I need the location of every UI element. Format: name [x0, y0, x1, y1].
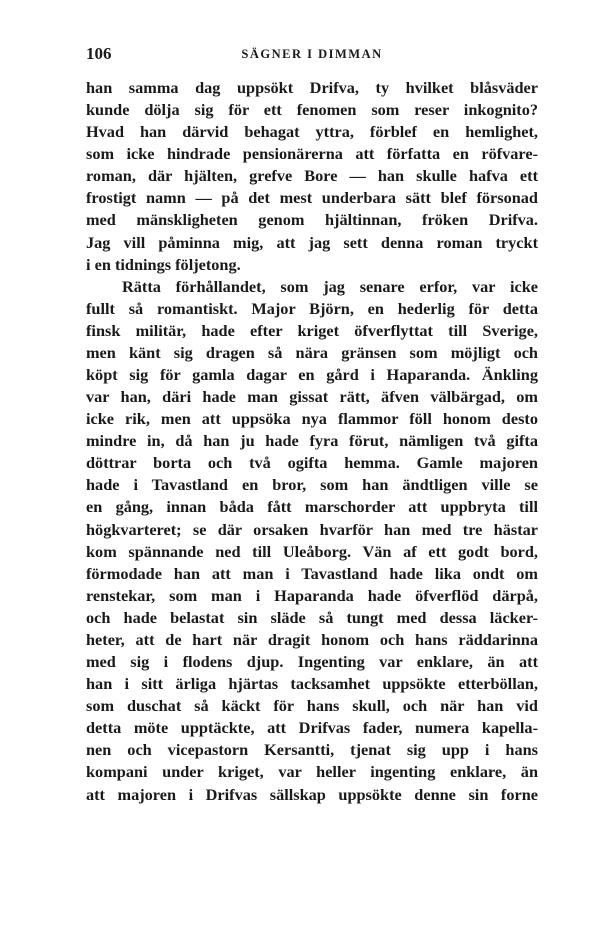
text-line: med sig i flodens djup. Ingenting var enklare, än att [86, 652, 538, 672]
text-line: renstekar, som man i Haparanda hade öfverflöd därpå, [86, 585, 538, 605]
text-line: frostigt namn — på det mest underbara sätt blef försonad [86, 188, 538, 208]
text-line: heter, att de hart när dragit honom och hans räddarinna [86, 629, 538, 649]
text-line: kunde dölja sig för ett fenomen som reser inkognito? [86, 100, 538, 120]
text-line: förmodade han att man i Tavastland hade lika ondt om [86, 563, 538, 583]
running-head [86, 44, 538, 64]
text-line: detta möte upptäckte, att Drifvas fader, numera kapella- [86, 718, 538, 738]
text-line: att majoren i Drifvas sällskap uppsökte denne sin forne [86, 784, 538, 804]
text-line: han samma dag uppsökt Drifva, ty hvilket blåsväder [86, 78, 538, 97]
text-line: roman, där hjälten, grefve Bore — han skulle hafva ett [86, 166, 538, 186]
text-line: kompani under kriget, var heller ingenting enklare, än [86, 762, 538, 782]
text-line: köpt sig för gamla dagar en gård i Haparanda. Änkling [86, 365, 538, 385]
text-line: som icke hindrade pensionärerna att författa en röfvare- [86, 144, 538, 164]
text-line: högkvarteret; se där orsaken hvarför han med tre hästar [86, 519, 538, 539]
body-text [86, 77, 538, 806]
text-line: Hvad han därvid behagat yttra, förblef en hemlighet, [86, 122, 538, 142]
text-line: Jag vill påminna mig, att jag sett denna roman tryckt [86, 232, 538, 252]
text-line: med mänskligheten genom hjältinnan, fröken Drifva. [86, 210, 538, 230]
paragraph [86, 276, 538, 806]
text-line: icke rik, men att uppsöka nya flammor föll honom desto [86, 409, 538, 429]
text-line: men känt sig dragen så nära gränsen som möjligt och [86, 342, 538, 362]
text-line: finsk militär, hade efter kriget öfverflyttat till Sverige, [86, 320, 538, 340]
page-number: 106 [86, 44, 112, 63]
text-line: var han, däri hade man gissat rätt, äfven välbärgad, om [86, 387, 538, 407]
paragraph [86, 77, 538, 276]
text-line: fullt så romantiskt. Major Björn, en hederlig för detta [86, 298, 538, 318]
running-title: SÄGNER I DIMMAN [241, 47, 383, 61]
text-line: hade i Tavastland en bror, som han ändtligen ville se [86, 475, 538, 495]
text-line: han i sitt ärliga hjärtas tacksamhet uppsökte etterböllan, [86, 674, 538, 694]
text-line: och hade belastat sin släde så tungt med dessa läcker- [86, 607, 538, 627]
text-line: som duschat så käckt för hans skull, och när han vid [86, 696, 538, 716]
text-line: kom spännande ned till Uleåborg. Vän af ett godt bord, [86, 541, 538, 561]
text-line: mindre in, då han ju hade fyra förut, nämligen två gifta [86, 431, 538, 451]
text-line: döttrar borta och två ogifta hemma. Gamle majoren [86, 453, 538, 473]
text-line: Rätta förhållandet, som jag senare erfor, var icke [122, 276, 538, 296]
text-line: i en tidnings följetong. [86, 254, 241, 274]
text-line: en gång, innan båda fått marschorder att uppbryta till [86, 497, 538, 517]
text-line: nen och vicepastorn Kersantti, tjenat sig upp i hans [86, 740, 538, 760]
